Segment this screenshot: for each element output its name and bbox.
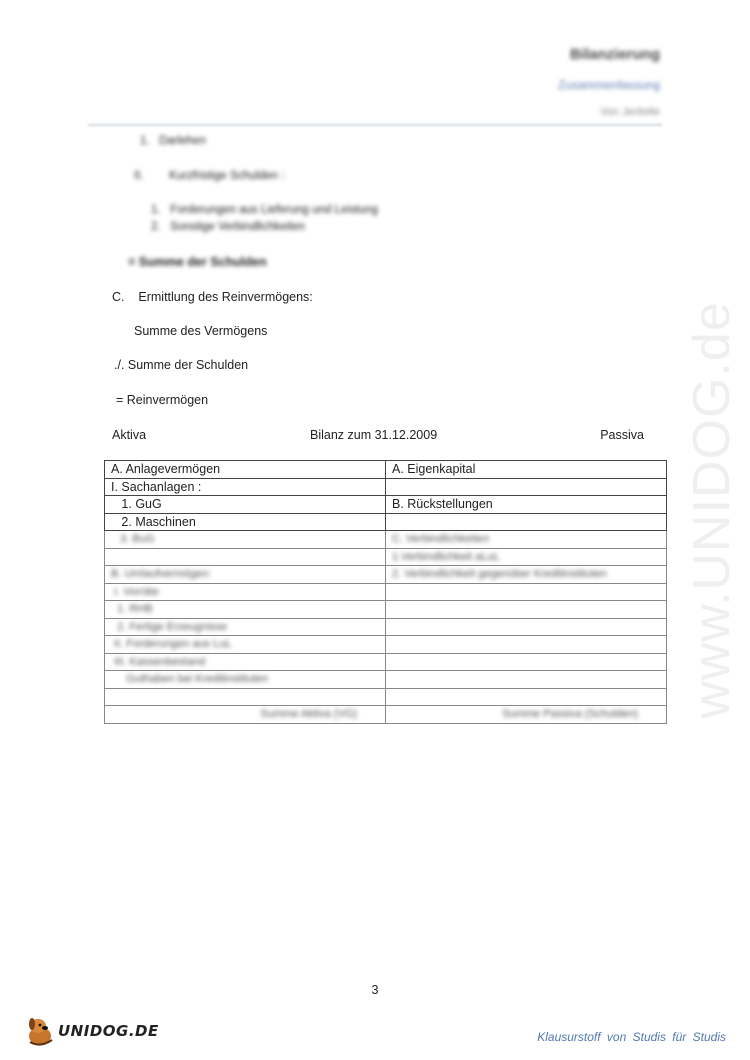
dog-icon bbox=[24, 1014, 58, 1048]
page-number: 3 bbox=[371, 983, 379, 997]
doc-title: Bilanzierung bbox=[569, 46, 660, 63]
balance-table bbox=[104, 460, 667, 724]
table-cell: A. Anlagevermögen bbox=[105, 461, 386, 479]
table-cell bbox=[105, 548, 386, 566]
table-row bbox=[105, 618, 667, 636]
table-row bbox=[105, 461, 667, 479]
header-divider bbox=[88, 124, 662, 126]
table-row bbox=[105, 496, 667, 514]
table-cell bbox=[386, 478, 667, 496]
table-cell: I. Sachanlagen : bbox=[105, 478, 386, 496]
list-item-forderungen: 1. Forderungen aus Lieferung und Leistung bbox=[151, 204, 378, 216]
table-cell: B. Umlaufvermögen: bbox=[105, 566, 386, 584]
table-cell: A. Eigenkapital bbox=[386, 461, 667, 479]
table-row bbox=[105, 513, 667, 531]
summe-schulden-line: = Summe der Schulden bbox=[128, 255, 267, 269]
table-row bbox=[105, 548, 667, 566]
table-cell: 2. Verbindlichkeit gegenüber Kreditinstituten bbox=[386, 566, 667, 584]
table-cell bbox=[105, 688, 386, 706]
table-row bbox=[105, 478, 667, 496]
table-row bbox=[105, 583, 667, 601]
list-item-darlehen: 1. Darlehen bbox=[140, 135, 206, 147]
passiva-label: Passiva bbox=[600, 428, 644, 442]
table-row-totals bbox=[105, 706, 667, 724]
table-cell: 2. Fertige Erzeugnisse bbox=[105, 618, 386, 636]
table-row bbox=[105, 671, 667, 689]
aktiva-label: Aktiva bbox=[112, 428, 147, 442]
table-cell bbox=[386, 601, 667, 619]
section-c-heading: C. Ermittlung des Reinvermögens: bbox=[112, 290, 313, 304]
table-row bbox=[105, 688, 667, 706]
unidog-logo bbox=[24, 1014, 159, 1048]
watermark: www.UNIDOG.de bbox=[683, 301, 741, 719]
table-cell bbox=[386, 513, 667, 531]
table-cell: I. Vorräte bbox=[105, 583, 386, 601]
list-heading-kurzfristig: II. Kurzfristige Schulden : bbox=[134, 170, 285, 182]
table-cell: 1. RHB bbox=[105, 601, 386, 619]
balance-header bbox=[112, 428, 644, 446]
logo-text: UNIDOG.DE bbox=[58, 1022, 159, 1040]
table-row bbox=[105, 653, 667, 671]
list-item-sonstige: 2. Sonstige Verbindlichkeiten bbox=[151, 221, 306, 233]
table-cell bbox=[386, 688, 667, 706]
table-cell: II. Forderungen aus LuL bbox=[105, 636, 386, 654]
table-cell bbox=[386, 636, 667, 654]
total-passiva-cell: Summe Passiva (Schulden) bbox=[386, 706, 667, 724]
table-cell: 1.Verbindlichkeit aLuL bbox=[386, 548, 667, 566]
table-row bbox=[105, 636, 667, 654]
table-cell: Guthaben bei Kreditinstituten bbox=[105, 671, 386, 689]
table-cell: III. Kassenbestand bbox=[105, 653, 386, 671]
table-cell bbox=[386, 653, 667, 671]
table-cell bbox=[386, 671, 667, 689]
balance-title: Bilanz zum 31.12.2009 bbox=[310, 428, 438, 442]
table-cell: 1. GuG bbox=[105, 496, 386, 514]
total-aktiva-cell: Summe Aktiva (VG) bbox=[105, 706, 386, 724]
summe-vermoegen-line: Summe des Vermögens bbox=[134, 324, 268, 338]
table-row bbox=[105, 601, 667, 619]
table-cell: 2. Maschinen bbox=[105, 513, 386, 531]
table-cell bbox=[386, 618, 667, 636]
reinvermoegen-line: = Reinvermögen bbox=[116, 393, 209, 407]
doc-subtitle: Zusammenfassung bbox=[557, 78, 660, 92]
doc-author: Von Jeritelle bbox=[600, 106, 660, 118]
minus-schulden-line: ./. Summe der Schulden bbox=[114, 358, 249, 372]
footer-tagline: Klausurstoff von Studis für Studis bbox=[537, 1030, 726, 1044]
table-cell bbox=[386, 583, 667, 601]
table-row bbox=[105, 531, 667, 549]
table-cell: C. Verbindlichkeiten bbox=[386, 531, 667, 549]
table-cell: 3. BuG bbox=[105, 531, 386, 549]
table-cell: B. Rückstellungen bbox=[386, 496, 667, 514]
table-row bbox=[105, 566, 667, 584]
